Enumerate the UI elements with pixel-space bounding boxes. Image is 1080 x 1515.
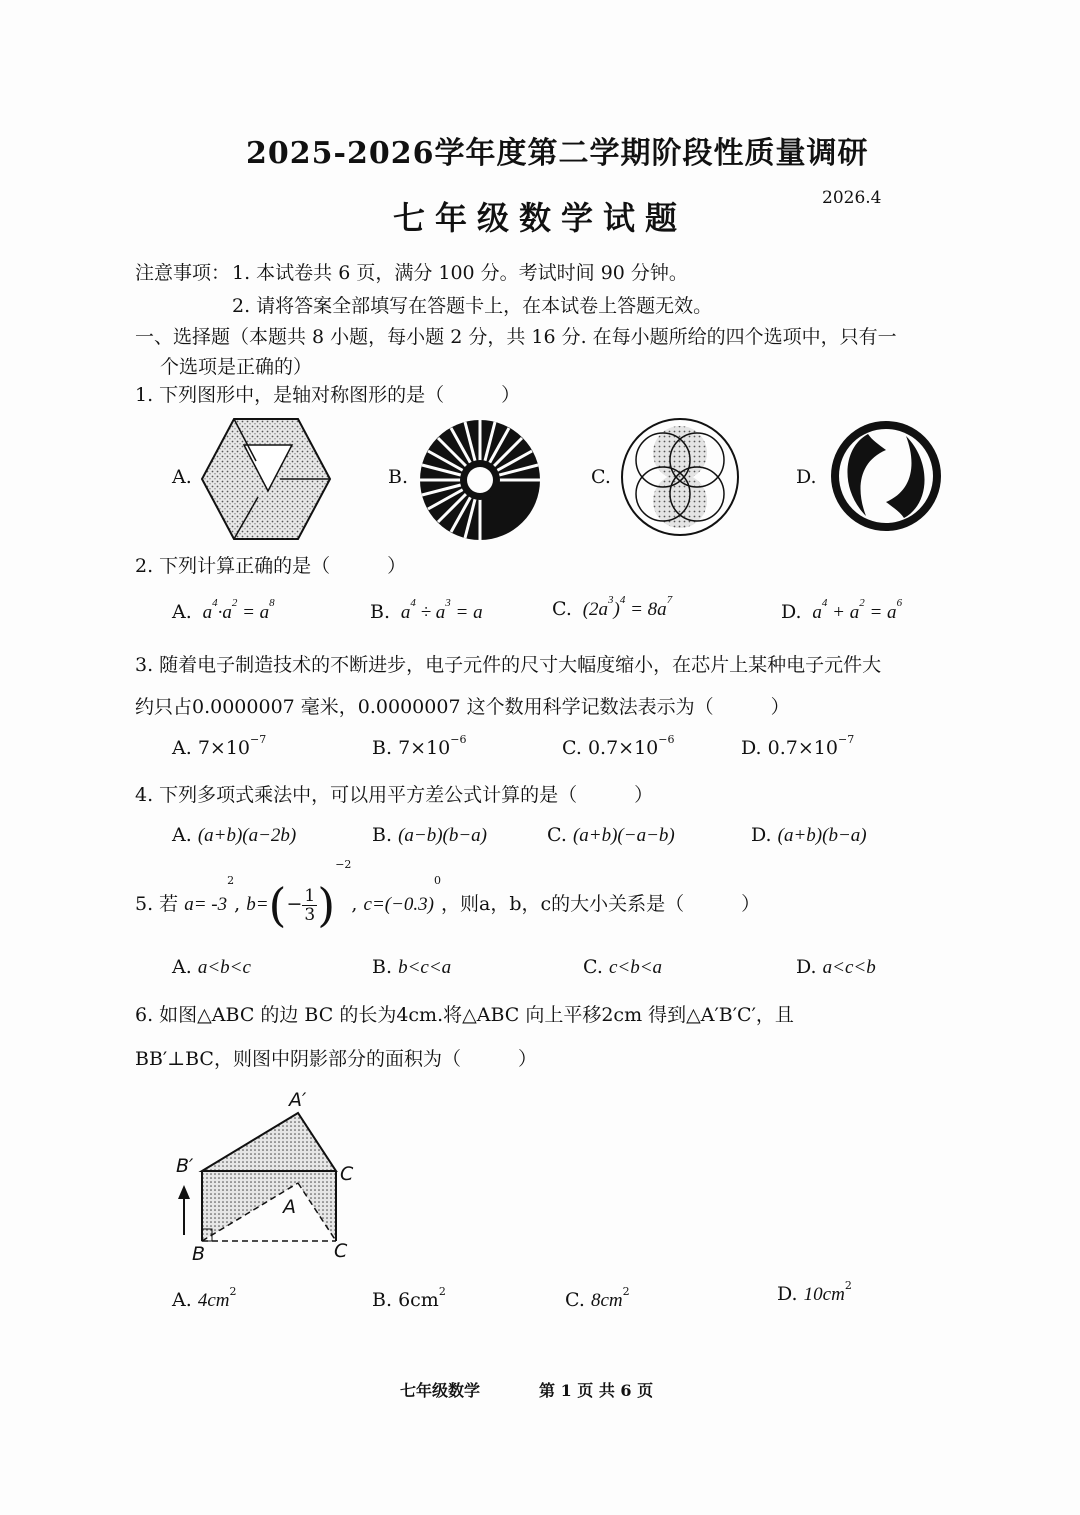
q3-stem-line-2: 约只占0.0000007 毫米，0.0000007 这个数用科学记数法表示为（ ） [135, 696, 790, 718]
q6-label-c-option: C. [565, 1289, 585, 1311]
notice-label: 注意事项： [135, 262, 231, 284]
q2-stem: 2. 下列计算正确的是（ ） [135, 555, 407, 577]
q5-c-def: c=(−0.3) [363, 894, 434, 915]
q3-label-c: C. [562, 737, 582, 759]
q6-stem-line-2: BB′⊥BC，则图中阴影部分的面积为（ ） [135, 1048, 537, 1070]
q1-label-c: C. [591, 466, 611, 488]
q4-option-b [372, 824, 487, 847]
q2-expression-c: $(2a^3)^4 = 8a^7$ [577, 594, 673, 620]
q3-value-c: 0.7×10 [587, 737, 659, 759]
q6-value-d: 10cm [803, 1284, 845, 1305]
q6-label-a-prime: A′ [289, 1089, 307, 1111]
q1-label-a: A. [172, 466, 192, 488]
q2-option-b [370, 597, 483, 624]
q5-a-exp: 2 [227, 874, 235, 887]
q3-option-a [172, 733, 267, 759]
q5-value-a: a<b<c [197, 957, 251, 978]
q5-frac-num: 1 [304, 885, 316, 906]
q5-fraction [302, 887, 317, 924]
q3-exp-d: −7 [837, 733, 855, 746]
q3-option-b [372, 733, 467, 759]
q3-stem-line-1: 3. 随着电子制造技术的不断进步，电子元件的尺寸大幅度缩小，在芯片上某种电子元件大 [135, 654, 882, 676]
q5-label-b: B. [372, 956, 393, 978]
q5-value-d: a<c<b [822, 957, 876, 978]
q1-label-b: B. [388, 466, 409, 488]
footer-page-number: 第 1 页 共 6 页 [539, 1381, 654, 1400]
q3-label-b: B. [372, 737, 393, 759]
q4-value-b: (a−b)(b−a) [398, 825, 488, 846]
q6-exp-c: 2 [622, 1285, 630, 1298]
section-heading-line-2: 个选项是正确的） [160, 356, 313, 378]
q5-value-b: b<c<a [398, 957, 452, 978]
q6-label-c-bottom: C [334, 1240, 348, 1262]
q5-option-c [583, 956, 662, 979]
q4-option-a [172, 824, 296, 847]
q6-value-c: 8cm [590, 1290, 623, 1311]
q3-value-a: 7×10 [197, 737, 250, 759]
q6-option-c [565, 1285, 630, 1312]
q6-exp-a: 2 [229, 1285, 237, 1298]
q3-value-d: 0.7×10 [767, 737, 838, 759]
q5-tail: ，则a，b，c的大小关系是（ ） [441, 893, 761, 915]
q3-exp-c: −6 [658, 733, 675, 746]
q6-stem-line-1: 6. 如图△ABC 的边 BC 的长为4cm.将△ABC 向上平移2cm 得到△A′B′C′，且 [135, 1004, 794, 1026]
q3-value-b: 7×10 [398, 737, 451, 759]
q6-value-a: 4cm [197, 1290, 230, 1311]
q4-label-c: C. [547, 824, 567, 846]
q6-label-a: A [283, 1196, 296, 1218]
q3-exp-a: −7 [250, 733, 267, 746]
q1-figure-d-icon [828, 418, 944, 534]
q2-label-a: A. [172, 601, 192, 623]
exam-subtitle: 七年级数学试题 [393, 199, 688, 237]
q1-figure-a-icon [196, 415, 336, 543]
q5-b-eq: b= [246, 894, 269, 915]
q2-label-b: B. [370, 601, 391, 623]
q1-figure-c-icon [618, 415, 742, 539]
q1-label-d: D. [796, 466, 817, 488]
q6-label-b-prime: B′ [176, 1155, 194, 1177]
q4-value-d: (a+b)(b−a) [777, 825, 867, 846]
q5-option-a [172, 956, 251, 979]
q6-option-d [777, 1279, 852, 1306]
q6-option-a [172, 1285, 237, 1312]
q2-label-c: C. [552, 598, 572, 620]
q5-number: 5. 若 [135, 893, 179, 915]
q4-stem: 4. 下列多项式乘法中，可以用平方差公式计算的是（ ） [135, 784, 654, 806]
notice-line-1: 1. 本试卷共 6 页，满分 100 分。考试时间 90 分钟。 [232, 262, 688, 284]
q2-expression-a: $a^4\cdot a^2 = a^8$ [197, 597, 275, 623]
q1-figure-b-icon [418, 418, 542, 542]
q2-option-c [552, 594, 673, 621]
q2-option-a [172, 597, 275, 624]
q2-expression-b: $a^4 \div a^3 = a$ [396, 597, 483, 623]
exam-date: 2026.4 [822, 188, 882, 208]
notice-line-2: 2. 请将答案全部填写在答题卡上，在本试卷上答题无效。 [232, 295, 713, 317]
q5-value-c: c<b<a [608, 957, 663, 978]
q1-stem: 1. 下列图形中，是轴对称图形的是（ ） [135, 384, 521, 406]
q5-stem: 5. 若 $a= -3^2$, b=(− $\frac{1}{3}$ )$^{-2}$, $c=(-0.3)^0$，则a，b，c的大小关系是（ ） [135, 858, 761, 932]
q4-label-d: D. [751, 824, 772, 846]
q6-label-c-top: C [340, 1163, 354, 1185]
q4-option-c [547, 824, 675, 847]
exam-title: 2025-2026学年度第二学期阶段性质量调研 [246, 136, 869, 171]
q5-c-exp: 0 [434, 874, 441, 887]
q6-label-b: B [192, 1243, 206, 1265]
q5-a-def: a= -3 [184, 894, 228, 915]
q4-value-c: (a+b)(−a−b) [572, 825, 675, 846]
q4-value-a: (a+b)(a−2b) [197, 825, 297, 846]
q4-option-d [751, 824, 867, 847]
q4-label-b: B. [372, 824, 393, 846]
q5-label-c: C. [583, 956, 603, 978]
q2-label-d: D. [781, 601, 802, 623]
q3-option-d [741, 733, 855, 759]
q6-value-b: 6cm [398, 1289, 439, 1311]
q6-label-a-option: A. [172, 1289, 192, 1311]
q3-label-d: D. [741, 737, 762, 759]
q6-exp-d: 2 [844, 1279, 852, 1292]
footer-subject: 七年级数学 [400, 1381, 481, 1400]
q3-option-c [562, 733, 675, 759]
q6-label-b-option: B. [372, 1289, 393, 1311]
q5-label-a: A. [172, 956, 192, 978]
section-heading-line-1: 一、选择题（本题共 8 小题，每小题 2 分，共 16 分. 在每小题所给的四个选项中，只有一 [135, 326, 897, 348]
q6-label-d-option: D. [777, 1283, 798, 1305]
q4-label-a: A. [172, 824, 192, 846]
q6-option-b [372, 1285, 446, 1311]
q2-option-d [781, 597, 903, 624]
q3-label-a: A. [172, 737, 192, 759]
q5-option-d [796, 956, 876, 979]
q5-frac-den: 3 [304, 904, 316, 925]
q5-option-b [372, 956, 451, 979]
q5-label-d: D. [796, 956, 817, 978]
q5-b-exp: −2 [335, 858, 352, 871]
q2-expression-d: $a^4 + a^2 = a^6$ [807, 597, 903, 623]
q3-exp-b: −6 [450, 733, 467, 746]
q6-exp-b: 2 [438, 1285, 446, 1298]
